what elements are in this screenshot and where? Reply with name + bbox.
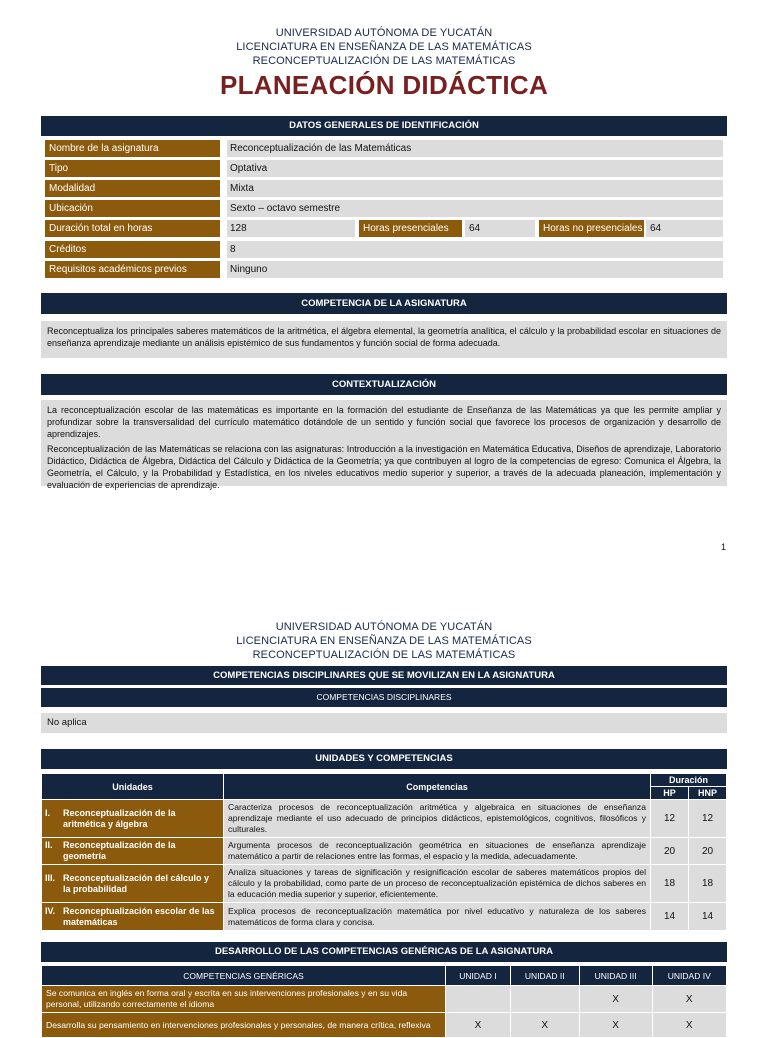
competencias-col-header: Competencias [224, 774, 651, 800]
datos-row-tipo [41, 160, 727, 177]
datos-value: Sexto – octavo semestre [227, 200, 723, 217]
gen-mark: X [652, 1013, 726, 1038]
page-number: 1 [720, 542, 726, 552]
header-university: UNIVERSIDAD AUTÓNOMA DE YUCATÁN [275, 27, 493, 39]
units-col-header: Unidades [42, 774, 224, 800]
genericas-heading: DESARROLLO DE LAS COMPETENCIAS GENÉRICAS DE LA ASIGNATURA [41, 942, 727, 962]
gen-col-header: UNIDAD I [446, 966, 511, 986]
contexto-box [41, 400, 727, 490]
contexto-heading: CONTEXTUALIZACIÓN [41, 374, 727, 395]
unit-cell [42, 903, 224, 931]
units-table [41, 773, 727, 931]
header-course: RECONCEPTUALIZACIÓN DE LAS MATEMÁTICAS [252, 55, 516, 67]
contexto-paragraph: Reconceptualización de las Matemáticas se relaciona con las asignaturas: Introducción a la investigación en Matemática Educativa, Diseños de aprendizaje, Laboratorio Didáctico, Didáctica de Álgebra, Didáctica del Cálculo y Didáctica de la Geometría; ya que contribuyen al logro de la competencias de egreso: Comunica el Álgebra, la Geometría, el Cálculo, y la Probabilidad y Estadística, en los niveles educativos medio superior y superior, a través de la adecuada planeación, implementación y evaluación de experiencias de aprendizaje. [47, 444, 721, 490]
datos-row-nombre [41, 140, 727, 157]
gen-mark: X [510, 1013, 579, 1038]
unit-cell [42, 838, 224, 865]
unit-hnp: 20 [689, 838, 727, 865]
datos-label: Tipo [45, 160, 220, 177]
unit-number: II. [45, 840, 53, 850]
gen-mark: X [446, 1013, 511, 1038]
gen-col-header: UNIDAD II [510, 966, 579, 986]
institution-header [0, 620, 768, 662]
unit-name: Reconceptualización del cálculo y la probabilidad [63, 872, 210, 894]
unit-name: Reconceptualización de la geometría [63, 840, 176, 861]
table-row [42, 800, 727, 838]
gen-mark: X [579, 986, 652, 1013]
datos-heading: DATOS GENERALES DE IDENTIFICACIÓN [41, 116, 727, 136]
unit-cell [42, 865, 224, 903]
comp-disc-value: No aplica [41, 713, 727, 733]
unidades-heading: UNIDADES Y COMPETENCIAS [41, 749, 727, 769]
unit-competencia: Analiza situaciones y tareas de significación y resignificación escolar de saberes matemáticos propios del cálculo y la probabilidad, como parte de un proceso de reconceptualización epistémica de dichos saberes en la educación media superior y superior, eficientemente. [224, 865, 651, 903]
datos-label: Modalidad [45, 180, 220, 197]
gen-col-header: COMPETENCIAS GENÉRICAS [42, 966, 446, 986]
page-two [0, 580, 768, 1031]
table-row [42, 865, 727, 903]
horas-no-presenciales-label: Horas no presenciales [539, 220, 644, 237]
gen-mark [510, 986, 579, 1013]
unit-hp: 18 [651, 865, 689, 903]
datos-value: Reconceptualización de las Matemáticas [227, 140, 723, 157]
header-course: RECONCEPTUALIZACIÓN DE LAS MATEMÁTICAS [252, 649, 516, 661]
unit-name: Reconceptualización de la aritmética y álgebra [63, 807, 176, 829]
gen-col-header: UNIDAD IV [652, 966, 726, 986]
page-title: PLANEACIÓN DIDÁCTICA [219, 70, 549, 100]
datos-row-modalidad [41, 180, 727, 197]
datos-value: 128 [227, 220, 355, 237]
gen-competencia: Desarrolla su pensamiento en intervenciones profesionales y personales, de manera crítica, reflexiva [42, 1013, 446, 1038]
datos-value: Optativa [227, 160, 723, 177]
gen-mark: X [652, 986, 726, 1013]
hnp-col-header: HNP [689, 787, 727, 800]
horas-presenciales-label: Horas presenciales [359, 220, 462, 237]
gen-col-header: UNIDAD III [579, 966, 652, 986]
unit-number: I. [45, 807, 51, 818]
genericas-table [41, 965, 727, 1038]
horas-presenciales-value: 64 [465, 220, 535, 237]
datos-row-ubicacion [41, 200, 727, 217]
unit-competencia: Explica procesos de reconceptualización matemática por nivel educativo y naturaleza de los saberes matemáticos de forma clara y concisa. [224, 903, 651, 931]
hp-col-header: HP [651, 787, 689, 800]
datos-label: Nombre de la asignatura [45, 140, 220, 157]
header-program: LICENCIATURA EN ENSEÑANZA DE LAS MATEMÁTICAS [236, 635, 532, 647]
gen-mark: X [579, 1013, 652, 1038]
datos-label: Requisitos académicos previos [45, 261, 220, 278]
table-row [42, 838, 727, 865]
unit-hnp: 12 [689, 800, 727, 838]
comp-disc-subheading: COMPETENCIAS DISCIPLINARES [41, 688, 727, 707]
competencia-text: Reconceptualiza los principales saberes matemáticos de la aritmética, el álgebra elemental, la geometría analítica, el cálculo y la probabilidad escolar en situaciones de enseñanza aprendizaje mediante un análisis epistémico de sus fundamentos y función social de forma adecuada. [41, 321, 727, 358]
unit-hp: 20 [651, 838, 689, 865]
datos-row-requisitos [41, 261, 727, 278]
datos-label: Duración total en horas [45, 220, 220, 237]
header-university: UNIVERSIDAD AUTÓNOMA DE YUCATÁN [275, 621, 493, 633]
unit-hnp: 14 [689, 903, 727, 931]
unit-hp: 14 [651, 903, 689, 931]
datos-value: Mixta [227, 180, 723, 197]
unit-number: III. [45, 872, 56, 883]
unit-hnp: 18 [689, 865, 727, 903]
gen-mark [446, 986, 511, 1013]
gen-competencia: Se comunica en inglés en forma oral y escrita en sus intervenciones profesionales y en su vida personal, utilizando correctamente el idioma [42, 986, 446, 1013]
unit-cell [42, 800, 224, 838]
datos-value: 8 [227, 241, 723, 258]
table-row [42, 903, 727, 931]
datos-row-creditos [41, 241, 727, 258]
contexto-paragraph: La reconceptualización escolar de las matemáticas es importante en la formación del estudiante de Enseñanza de las Matemáticas ya que les permite ampliar y profundizar sobre la transversalidad del currículo matemático dotándole de un sentido y función social que favorece los procesos de organización y desarrollo de aprendizajes. [47, 405, 721, 439]
unit-competencia: Argumenta procesos de reconceptualización geométrica en situaciones de enseñanza aprendizaje matemático a partir de relaciones entre las formas, el espacio y la medida, adecuadamente. [224, 838, 651, 865]
duracion-col-header: Duración [651, 774, 727, 787]
datos-row-duracion [41, 220, 727, 237]
table-row [42, 1013, 727, 1038]
table-row [42, 986, 727, 1013]
competencia-heading: COMPETENCIA DE LA ASIGNATURA [41, 293, 727, 314]
institution-header [0, 26, 768, 68]
unit-competencia: Caracteriza procesos de reconceptualización aritmética y algebraica en situaciones de enseñanza aprendizaje mediante el uso adecuado de principios didácticos, epistemológicos, cognitivos, filosóficos y culturales. [224, 800, 651, 838]
comp-disc-heading: COMPETENCIAS DISCIPLINARES QUE SE MOVILIZAN EN LA ASIGNATURA [41, 666, 727, 685]
unit-number: IV. [45, 905, 56, 916]
unit-name: Reconceptualización escolar de las matemáticas [63, 905, 215, 927]
header-program: LICENCIATURA EN ENSEÑANZA DE LAS MATEMÁTICAS [236, 41, 532, 53]
horas-no-presenciales-value: 64 [646, 220, 723, 237]
datos-label: Ubicación [45, 200, 220, 217]
unit-hp: 12 [651, 800, 689, 838]
datos-value: Ninguno [227, 261, 723, 278]
datos-label: Créditos [45, 241, 220, 258]
